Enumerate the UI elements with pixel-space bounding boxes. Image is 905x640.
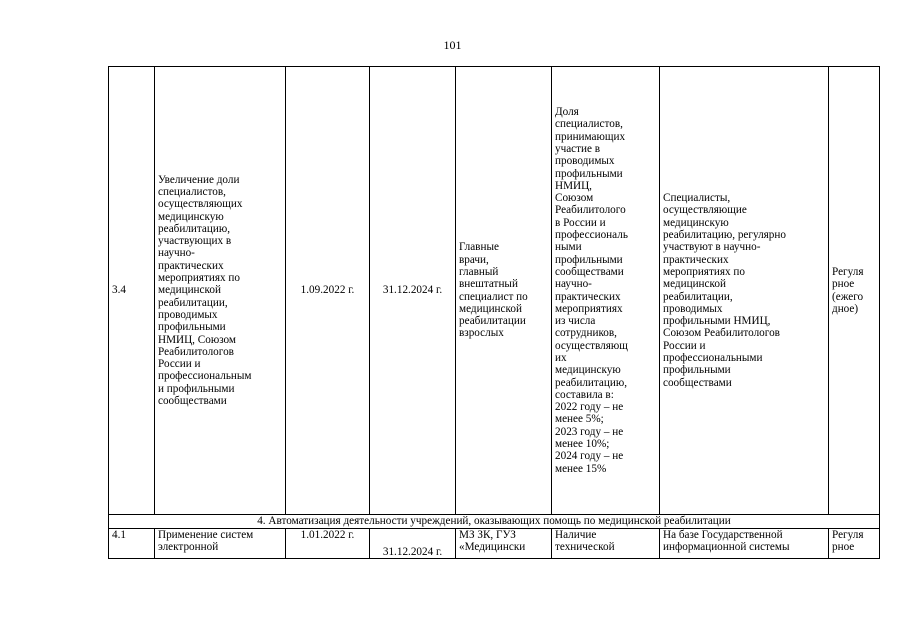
end-date: 31.12.2024 г.: [370, 529, 456, 559]
table-row: [109, 67, 880, 515]
responsible: МЗ ЗК, ГУЗ «Медицински: [456, 529, 552, 559]
measure-type: Регуля рное: [829, 529, 880, 559]
section-header-row: [109, 515, 880, 529]
indicator: Наличие технической: [552, 529, 660, 559]
measures-table: [108, 66, 880, 559]
measure-name: Применение систем электронной: [155, 529, 286, 559]
page-number: 101: [443, 38, 462, 52]
measure-name: Увеличение доли специалистов, осуществляющих медицинскую реабилитацию, участвующих в научно- практических мероприятиях по медицинской реабилитации, проводимых профильными НМИЦ, Союзом Реабилитологов России и профессиональным и профильными сообществами: [155, 67, 286, 515]
result: На базе Государственной информационной системы: [660, 529, 829, 559]
result: Специалисты, осуществляющие медицинскую реабилитацию, регулярно участвуют в научно- практических мероприятиях по медицинской реабилитации, проводимых профильными НМИЦ, Союзом Реабилитологов России и профессиональными профильными сообществами: [660, 67, 829, 515]
row-number: 3.4: [109, 67, 155, 515]
end-date: 31.12.2024 г.: [370, 67, 456, 515]
row-number: 4.1: [109, 529, 155, 559]
section-title: 4. Автоматизация деятельности учреждений, оказывающих помощь по медицинской реабилитации: [109, 515, 880, 529]
responsible: Главные врачи, главный внештатный специалист по медицинской реабилитации взрослых: [456, 67, 552, 515]
indicator: Доля специалистов, принимающих участие в проводимых профильными НМИЦ, Союзом Реабилитолого в России и профессиональ ными профильными сообществами научно- практических мероприятиях из числа сотрудников, осуществляющ их медицинскую реабилитацию, составила в: 2022 году – не менее 5%; 2023 году – не менее 10%; 2024 году – не менее 15%: [552, 67, 660, 515]
table-row: [109, 529, 880, 559]
start-date: 1.01.2022 г.: [286, 529, 370, 559]
start-date: 1.09.2022 г.: [286, 67, 370, 515]
measure-type: Регуля рное (ежего дное): [829, 67, 880, 515]
